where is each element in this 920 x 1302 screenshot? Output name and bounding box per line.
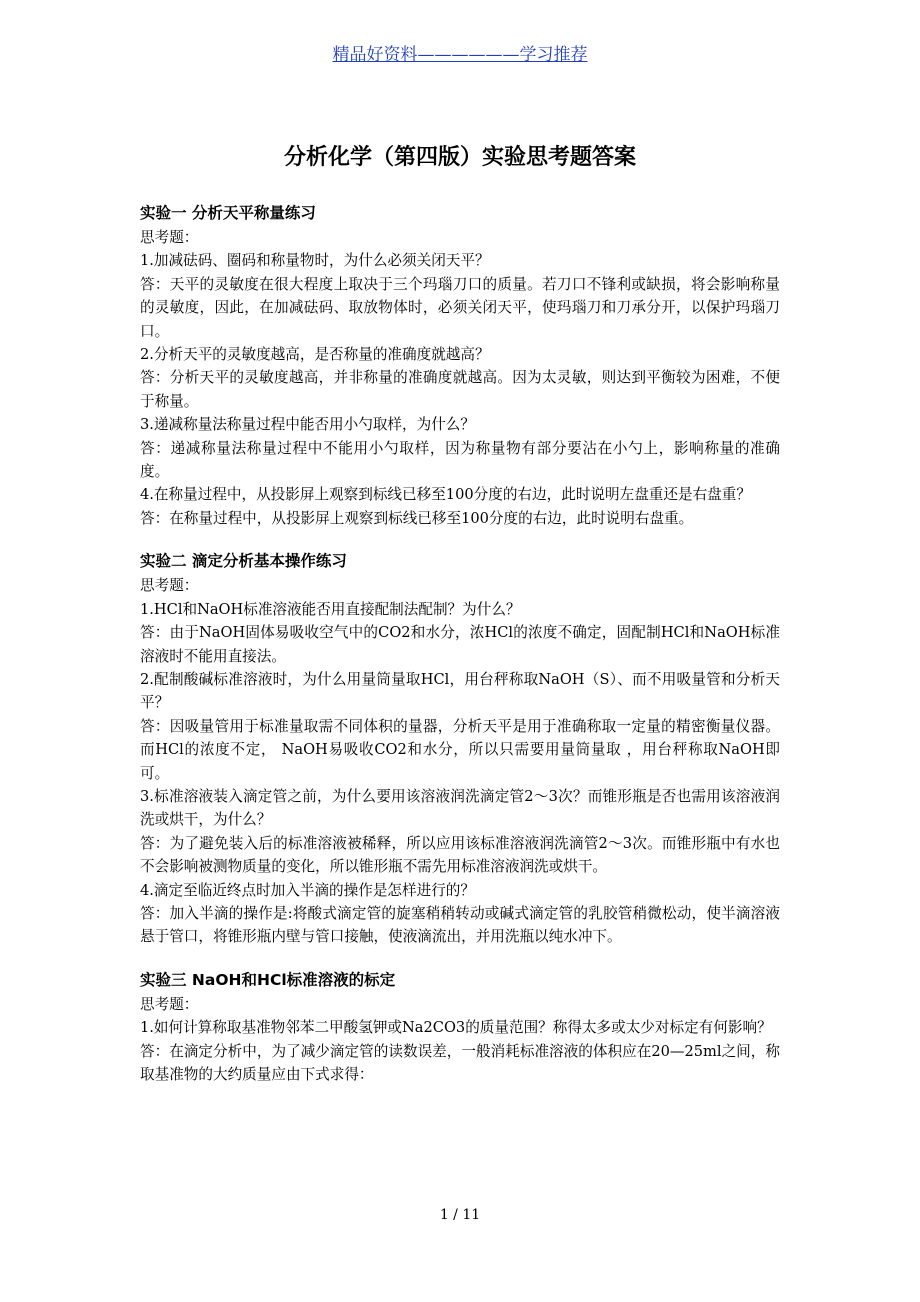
section-experiment-2	[140, 548, 780, 949]
paragraph: 答：分析天平的灵敏度越高，并非称量的准确度就越高。因为太灵敏，则达到平衡较为困难，不便于称量。	[140, 369, 780, 410]
paragraph: 答：因吸量管用于标准量取需不同体积的量器，分析天平是用于准确称取一定量的精密衡量仪器。而HCl的浓度不定， NaOH易吸收CO2和水分，所以只需要用量筒量取 ，用台秤称取NaOH即可。	[140, 717, 780, 782]
paragraph: 1.如何计算称取基准物邻苯二甲酸氢钾或Na2CO3的质量范围？称得太多或太少对标定有何影响？	[140, 1019, 772, 1037]
paragraph: 2.分析天平的灵敏度越高，是否称量的准确度就越高？	[140, 346, 490, 364]
document-title: 分析化学（第四版）实验思考题答案	[283, 145, 636, 170]
section-experiment-1	[140, 200, 780, 530]
document-body	[140, 200, 780, 1086]
paragraph: 1.加减砝码、圈码和称量物时，为什么必须关闭天平？	[140, 252, 490, 270]
paragraph: 答：为了避免装入后的标准溶液被稀释，所以应用该标准溶液润洗滴管2～3次。而锥形瓶中有水也不会影响被测物质量的变化，所以锥形瓶不需先用标准溶液润洗或烘干。	[140, 834, 780, 876]
section-experiment-3	[140, 967, 780, 1087]
section-spacer	[140, 530, 780, 548]
paragraph: 3.标准溶液装入滴定管之前，为什么要用该溶液润洗滴定管2～3次？而锥形瓶是否也需用该溶液润洗或烘干，为什么？	[140, 787, 780, 829]
paragraph: 思考题：	[140, 995, 199, 1013]
paragraph: 答：天平的灵敏度在很大程度上取决于三个玛瑙刀口的质量。若刀口不锋利或缺损，将会影响称量的灵敏度，因此，在加减砝码、取放物体时，必须关闭天平，使玛瑙刀和刀承分开，以保护玛瑙刀口。	[140, 275, 780, 340]
section-heading: 实验一 分析天平称量练习	[140, 204, 316, 222]
paragraph: 答：在滴定分析中，为了减少滴定管的读数误差，一般消耗标准溶液的体积应在20—25ml之间，称取基准物的大约质量应由下式求得：	[140, 1042, 780, 1083]
paragraph: 答：在称量过程中，从投影屏上观察到标线已移至100分度的右边，此时说明右盘重。	[140, 509, 694, 527]
paragraph: 思考题：	[140, 229, 199, 246]
section-heading: 实验二 滴定分析基本操作练习	[140, 552, 347, 571]
paragraph: 2.配制酸碱标准溶液时，为什么用量筒量取HCl，用台秤称取NaOH（S）、而不用吸量管和分析天平？	[140, 670, 780, 712]
paragraph: 3.递减称量法称量过程中能否用小勺取样，为什么？	[140, 416, 475, 434]
paragraph: 4.滴定至临近终点时加入半滴的操作是怎样进行的？	[140, 881, 475, 899]
header-banner-link[interactable]: 精品好资料——————学习推荐	[332, 45, 588, 65]
page-number: 1 / 11	[439, 1207, 481, 1223]
paragraph: 4.在称量过程中，从投影屏上观察到标线已移至100分度的右边，此时说明左盘重还是右盘重？	[140, 486, 751, 504]
paragraph: 答：由于NaOH固体易吸收空气中的CO2和水分，浓HCl的浓度不确定，固配制HCl和NaOH标准溶液时不能用直接法。	[140, 624, 780, 665]
section-spacer	[140, 949, 780, 967]
section-heading: 实验三 NaOH和HCl标准溶液的标定	[140, 970, 396, 989]
paragraph: 思考题：	[140, 577, 199, 595]
paragraph: 答：递减称量法称量过程中不能用小勺取样，因为称量物有部分要沾在小勺上，影响称量的准确度。	[140, 439, 780, 481]
paragraph: 答：加入半滴的操作是:将酸式滴定管的旋塞稍稍转动或碱式滴定管的乳胶管稍微松动，使半滴溶液悬于管口，将锥形瓶内壁与管口接触，使液滴流出，并用洗瓶以纯水冲下。	[140, 904, 780, 946]
paragraph: 1.HCl和NaOH标准溶液能否用直接配制法配制？为什么？	[140, 600, 521, 618]
